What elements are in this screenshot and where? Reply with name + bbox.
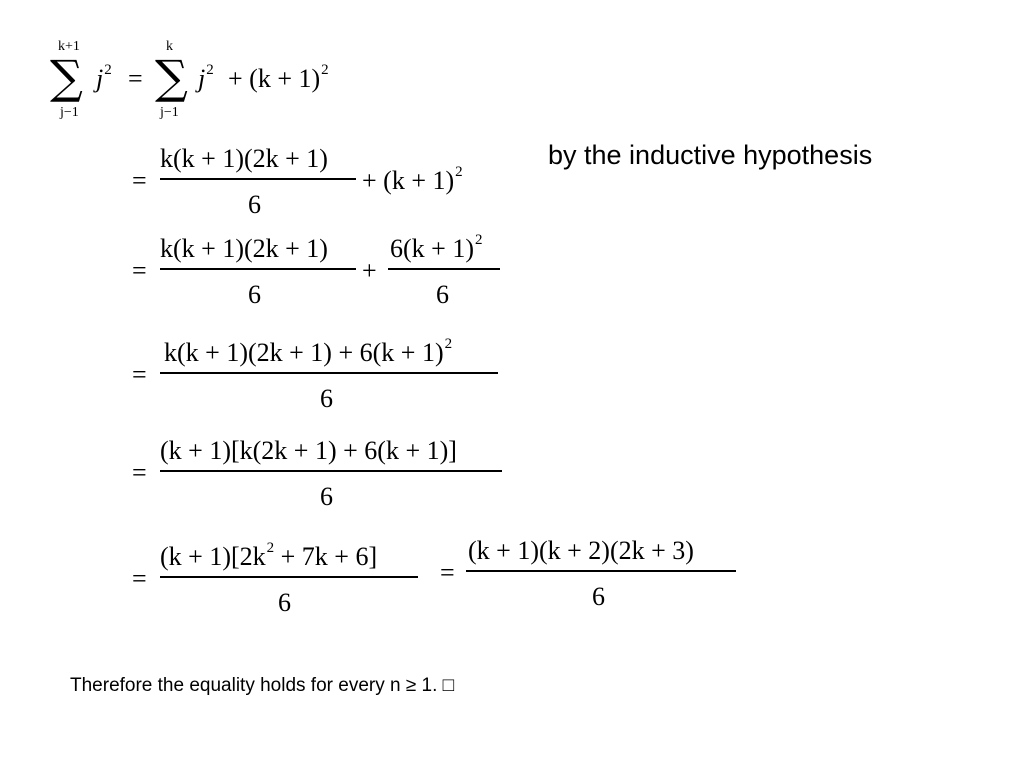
line1-remainder: + $(k + 1)^2$ (228, 62, 329, 93)
fraction2-denominator: 6 (436, 280, 449, 309)
fraction-numerator: $(k + 1)[2k^2 + 7k + 6]$ (160, 540, 378, 571)
fraction2-numerator: $6(k + 1)^2$ (390, 232, 483, 263)
fraction-denominator: 6 (248, 190, 261, 219)
equals-sign: = (132, 458, 147, 487)
equals-sign: = (132, 360, 147, 389)
equals-sign: = (128, 64, 143, 93)
equals-sign: = (132, 256, 147, 285)
fraction-denominator: 6 (320, 482, 333, 511)
fraction-bar (160, 470, 502, 472)
final-denominator: 6 (592, 582, 605, 611)
conclusion-text: Therefore the equality holds for every n ≥ 1. □ (70, 675, 455, 696)
fraction-numerator: (k + 1)[k(2k + 1) + 6(k + 1)] (160, 436, 457, 465)
final-numerator: (k + 1)(k + 2)(2k + 3) (468, 536, 694, 565)
equals-sign: = (132, 166, 147, 195)
sum1-sigma-symbol: ∑ (50, 50, 83, 104)
sum2-upper-limit: k (166, 39, 173, 54)
fraction-bar (160, 576, 418, 578)
plus-sign: + (362, 256, 377, 285)
sum1-lower-limit: j−1 (60, 105, 79, 120)
sum2-body: $j^2$ (198, 62, 214, 93)
line2-remainder: + $(k + 1)^2$ (362, 164, 463, 195)
sum2-sigma-symbol: ∑ (155, 50, 188, 104)
equals-sign: = (132, 564, 147, 593)
fraction-denominator: 6 (278, 588, 291, 617)
fraction1-bar (160, 268, 356, 270)
equals-sign-2: = (440, 558, 455, 587)
sum2-lower-limit: j−1 (160, 105, 179, 120)
inductive-hypothesis-annotation: by the inductive hypothesis (548, 140, 873, 170)
fraction1-numerator: k(k + 1)(2k + 1) (160, 234, 328, 263)
fraction2-bar (388, 268, 500, 270)
fraction-bar (160, 178, 356, 180)
final-fraction-bar (466, 570, 736, 572)
fraction-bar (160, 372, 498, 374)
fraction1-denominator: 6 (248, 280, 261, 309)
fraction-numerator: k(k + 1)(2k + 1) (160, 144, 328, 173)
fraction-denominator: 6 (320, 384, 333, 413)
sum1-body: $j^2$ (96, 62, 112, 93)
sum1-upper-limit: k+1 (58, 39, 80, 54)
fraction-numerator: $k(k + 1)(2k + 1) + 6(k + 1)^2$ (164, 336, 453, 367)
